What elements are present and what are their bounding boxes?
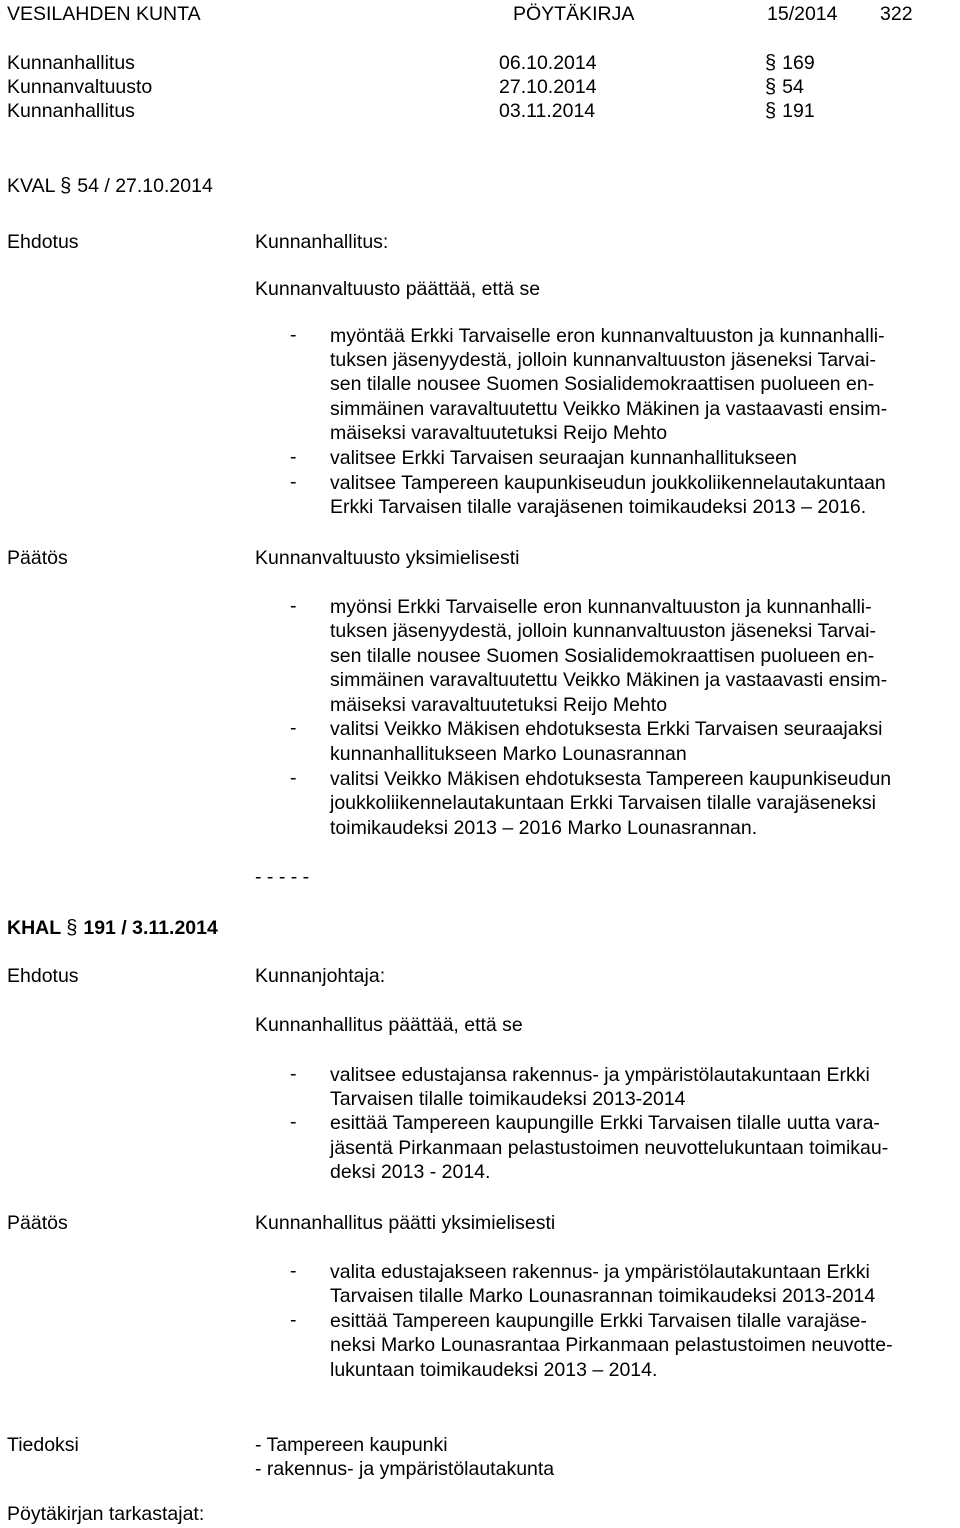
kval-decision-line: valitsi Veikko Mäkisen ehdotuksesta Tampereen kaupunkiseudun bbox=[330, 768, 892, 790]
kval-decision-line: toimikaudeksi 2013 – 2016 Marko Lounasrannan. bbox=[330, 817, 758, 839]
kval-decision-line: tuksen jäsenyydestä, jolloin kunnanvaltuuston jäseneksi Tarvai- bbox=[330, 620, 876, 642]
khal-decision-line: valita edustajakseen rakennus- ja ympäristölautakuntaan Erkki bbox=[330, 1261, 870, 1283]
kval-decision-line: myönsi Erkki Tarvaiselle eron kunnanvaltuuston ja kunnanhalli- bbox=[330, 596, 872, 618]
kval-proposal-line: valitsee Erkki Tarvaisen seuraajan kunnanhallitukseen bbox=[330, 447, 797, 469]
khal-proposal-label: Ehdotus bbox=[7, 965, 79, 987]
khal-proposal-line: deksi 2013 - 2014. bbox=[330, 1161, 491, 1183]
kval-decision-line: sen tilalle nousee Suomen Sosialidemokraattisen puolueen en- bbox=[330, 645, 875, 667]
kval-decision-line: joukkoliikennelautakuntaan Erkki Tarvaisen tilalle varajäseneksi bbox=[330, 792, 876, 814]
bullet-dash: - bbox=[290, 1309, 297, 1331]
ref-body-3: Kunnanhallitus bbox=[7, 100, 135, 122]
ref-section-1: § 169 bbox=[765, 52, 815, 74]
info-label: Tiedoksi bbox=[7, 1434, 79, 1456]
khal-decision-line: Tarvaisen tilalle Marko Lounasrannan toimikaudeksi 2013-2014 bbox=[330, 1285, 876, 1307]
khal-decision-line: esittää Tampereen kaupungille Erkki Tarvaisen tilalle varajäse- bbox=[330, 1310, 867, 1332]
kval-proposal-line: sen tilalle nousee Suomen Sosialidemokraattisen puolueen en- bbox=[330, 373, 875, 395]
khal-proposal-line: valitsee edustajansa rakennus- ja ympäristölautakuntaan Erkki bbox=[330, 1064, 870, 1086]
bullet-dash: - bbox=[290, 595, 297, 617]
kval-proposal-line: mäiseksi varavaltuutetuksi Reijo Mehto bbox=[330, 422, 668, 444]
section-sign-icon: § bbox=[765, 76, 777, 98]
kval-proposal-line: valitsee Tampereen kaupunkiseudun joukkoliikennelautakuntaan bbox=[330, 472, 886, 494]
khal-decision-line: lukuntaan toimikaudeksi 2013 – 2014. bbox=[330, 1359, 658, 1381]
khal-decision-label: Päätös bbox=[7, 1212, 68, 1234]
khal-decision-intro: Kunnanhallitus päätti yksimielisesti bbox=[255, 1212, 556, 1234]
bullet-dash: - bbox=[290, 1063, 297, 1085]
bullet-dash: - bbox=[290, 1111, 297, 1133]
kval-proposer: Kunnanhallitus: bbox=[255, 231, 389, 253]
bullet-dash: - bbox=[290, 1260, 297, 1282]
org-name: VESILAHDEN KUNTA bbox=[7, 3, 201, 25]
kval-proposal-line: Erkki Tarvaisen tilalle varajäsenen toimikaudeksi 2013 – 2016. bbox=[330, 496, 867, 518]
ref-body-1: Kunnanhallitus bbox=[7, 52, 135, 74]
kval-decision-label: Päätös bbox=[7, 547, 68, 569]
khal-intro: Kunnanhallitus päättää, että se bbox=[255, 1014, 523, 1036]
khal-proposal-line: esittää Tampereen kaupungille Erkki Tarvaisen tilalle uutta vara- bbox=[330, 1112, 880, 1134]
page-number: 322 bbox=[880, 3, 913, 25]
kval-decision-line: mäiseksi varavaltuutetuksi Reijo Mehto bbox=[330, 694, 668, 716]
khal-proposer: Kunnanjohtaja: bbox=[255, 965, 386, 987]
bullet-dash: - bbox=[290, 767, 297, 789]
kval-proposal-line: tuksen jäsenyydestä, jolloin kunnanvaltuuston jäseneksi Tarvai- bbox=[330, 349, 876, 371]
section-sign-icon: § bbox=[765, 52, 777, 74]
kval-proposal-label: Ehdotus bbox=[7, 231, 79, 253]
kval-proposal-line: simmäinen varavaltuutettu Veikko Mäkinen ja vastaavasti ensim- bbox=[330, 398, 888, 420]
kval-decision-line: simmäinen varavaltuutettu Veikko Mäkinen ja vastaavasti ensim- bbox=[330, 669, 888, 691]
kval-decision-intro: Kunnanvaltuusto yksimielisesti bbox=[255, 547, 520, 569]
section-sign-icon: § bbox=[60, 175, 72, 197]
kval-proposal-line: myöntää Erkki Tarvaiselle eron kunnanvaltuuston ja kunnanhalli- bbox=[330, 325, 885, 347]
ref-date-2: 27.10.2014 bbox=[499, 76, 597, 98]
doc-type: PÖYTÄKIRJA bbox=[513, 3, 635, 25]
ref-date-1: 06.10.2014 bbox=[499, 52, 597, 74]
ref-section-2: § 54 bbox=[765, 76, 804, 98]
section-sign-icon: § bbox=[765, 100, 777, 122]
section-separator: - - - - - bbox=[255, 866, 310, 888]
doc-number: 15/2014 bbox=[767, 3, 838, 25]
reviewers-label: Pöytäkirjan tarkastajat: bbox=[7, 1503, 205, 1525]
bullet-dash: - bbox=[290, 446, 297, 468]
khal-proposal-line: jäsentä Pirkanmaan pelastustoimen neuvottelukuntaan toimikau- bbox=[330, 1137, 889, 1159]
kval-decision-line: kunnanhallitukseen Marko Lounasrannan bbox=[330, 743, 687, 765]
info-item: - rakennus- ja ympäristölautakunta bbox=[255, 1458, 555, 1480]
ref-body-2: Kunnanvaltuusto bbox=[7, 76, 153, 98]
kval-decision-line: valitsi Veikko Mäkisen ehdotuksesta Erkki Tarvaisen seuraajaksi bbox=[330, 718, 883, 740]
khal-proposal-line: Tarvaisen tilalle toimikaudeksi 2013-2014 bbox=[330, 1088, 686, 1110]
info-item: - Tampereen kaupunki bbox=[255, 1434, 448, 1456]
bullet-dash: - bbox=[290, 324, 297, 346]
khal-title: KHAL § 191 / 3.11.2014 bbox=[7, 917, 218, 939]
section-sign-icon: § bbox=[66, 917, 78, 939]
ref-date-3: 03.11.2014 bbox=[499, 100, 596, 122]
bullet-dash: - bbox=[290, 471, 297, 493]
kval-intro: Kunnanvaltuusto päättää, että se bbox=[255, 278, 541, 300]
khal-decision-line: neksi Marko Lounasrantaa Pirkanmaan pelastustoimen neuvotte- bbox=[330, 1334, 893, 1356]
bullet-dash: - bbox=[290, 717, 297, 739]
ref-section-3: § 191 bbox=[765, 100, 815, 122]
kval-title: KVAL § 54 / 27.10.2014 bbox=[7, 175, 213, 197]
